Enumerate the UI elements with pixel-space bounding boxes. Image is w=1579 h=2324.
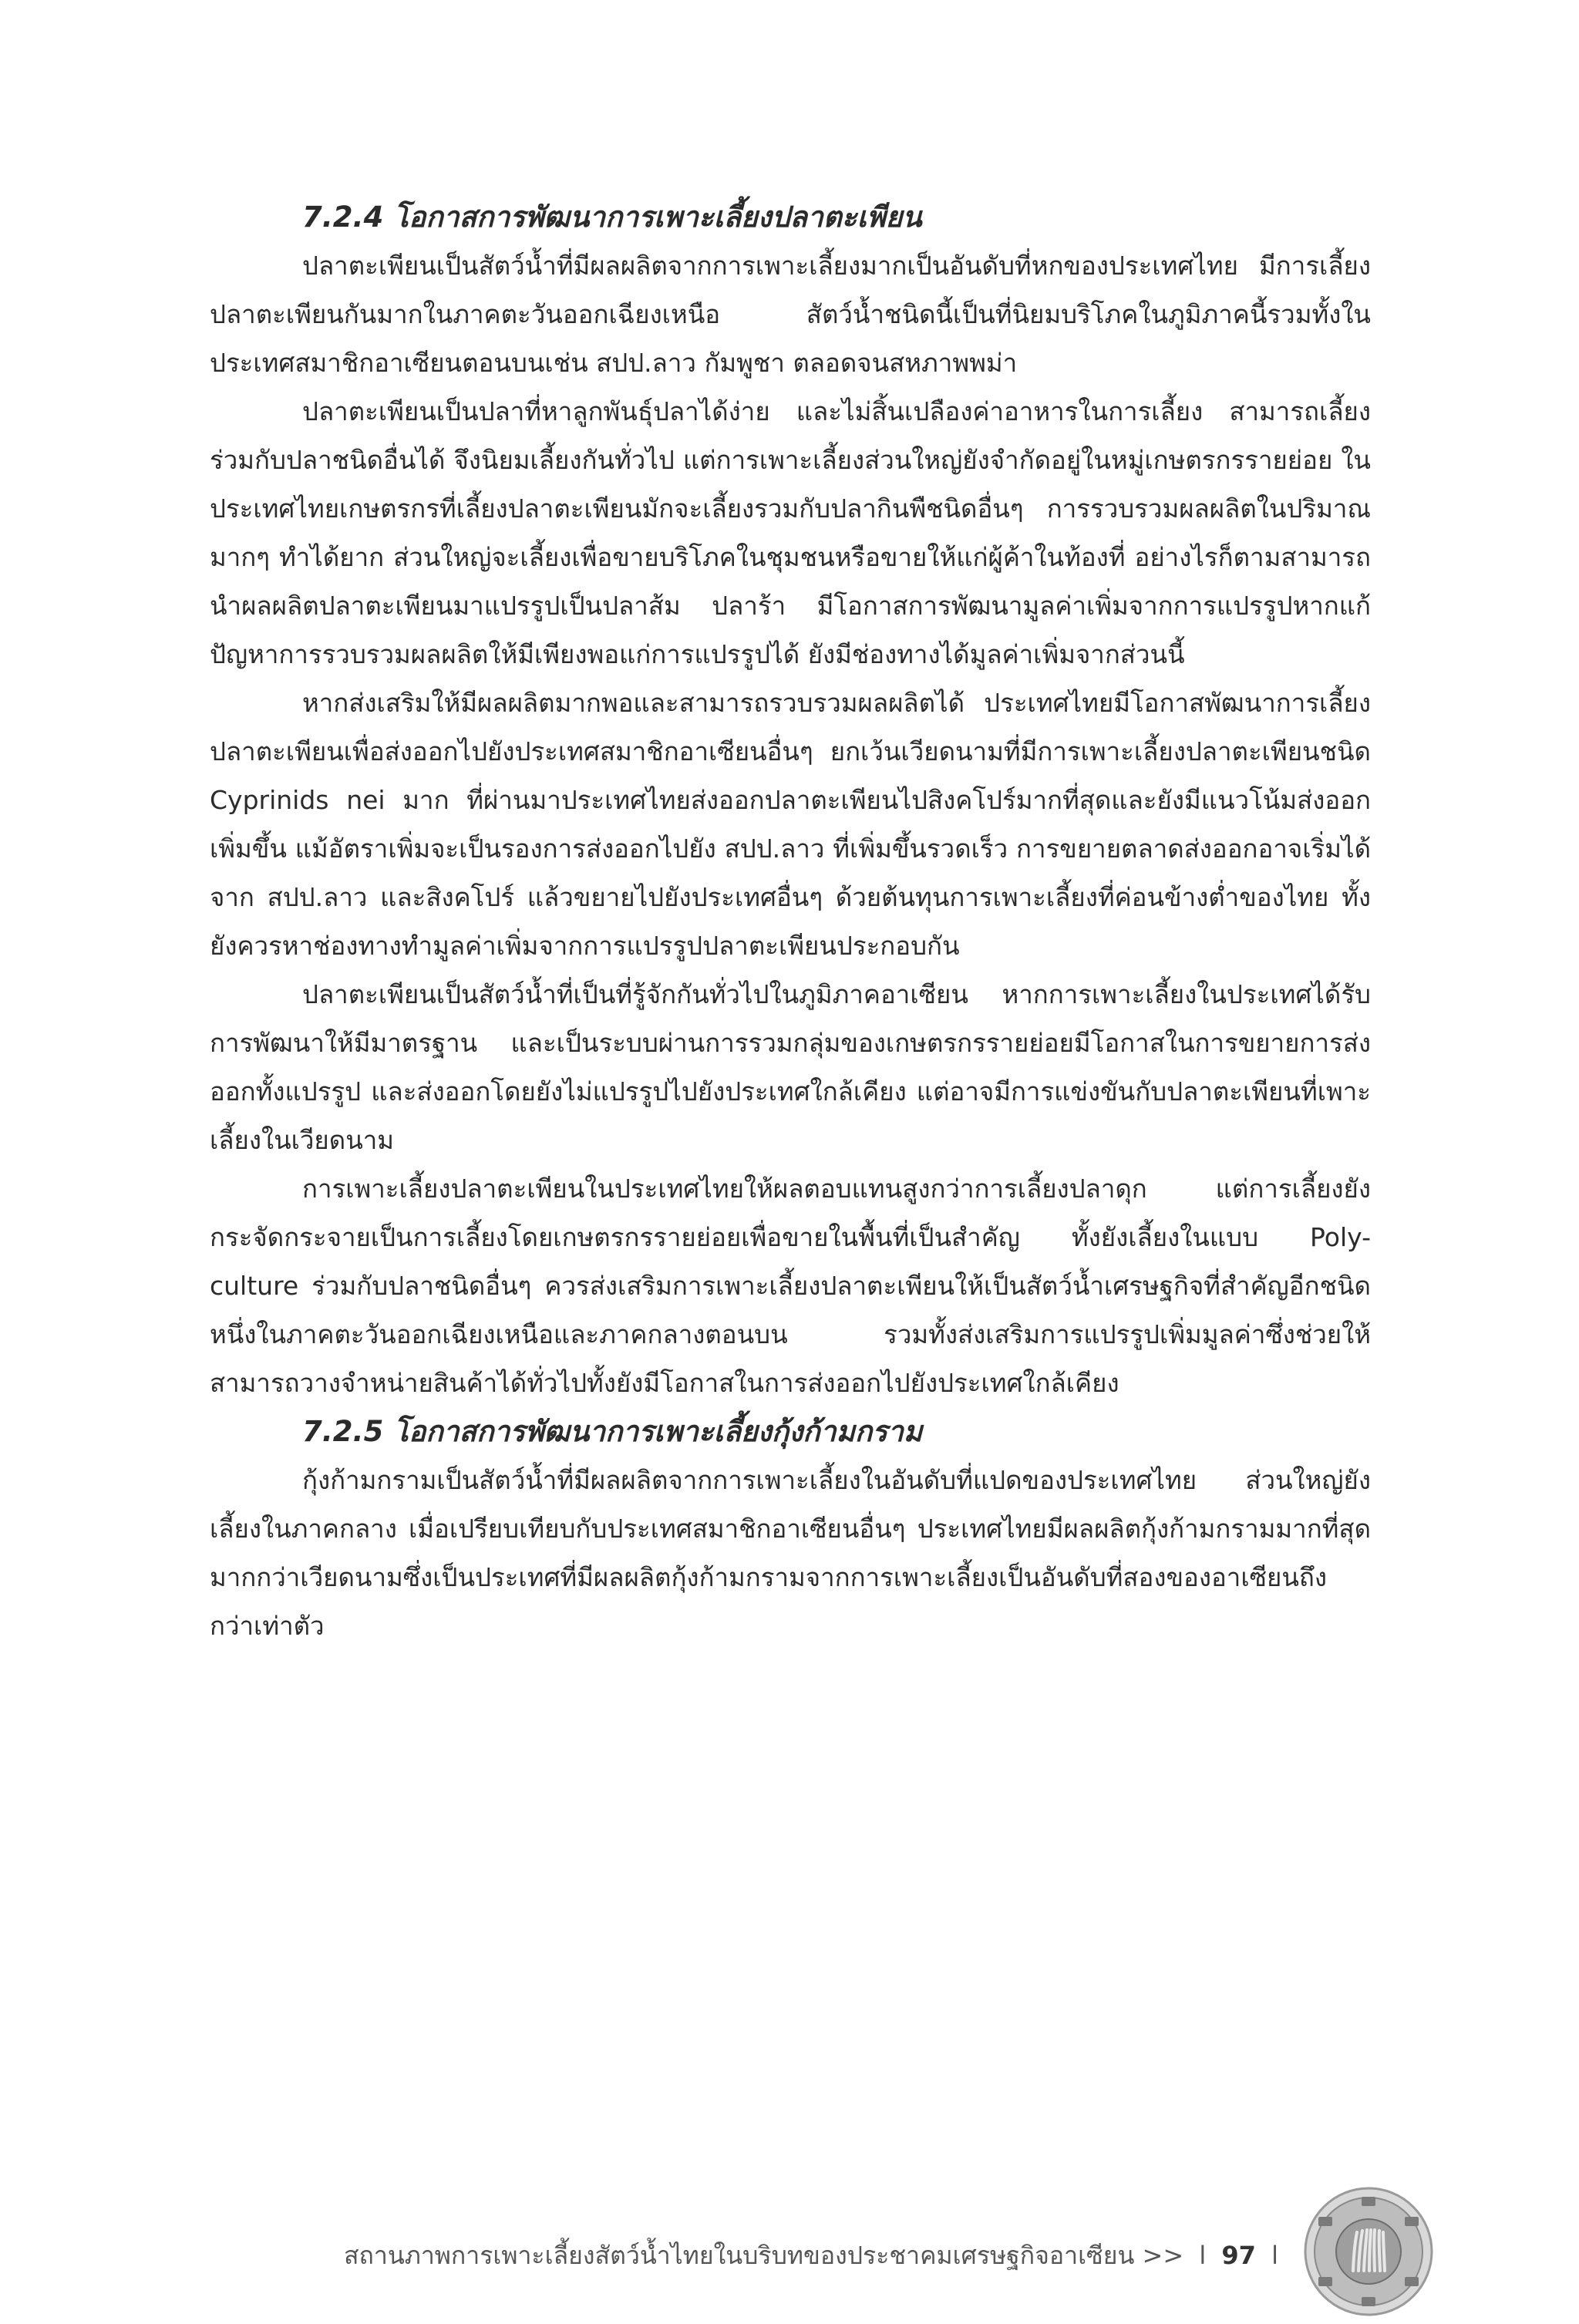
footer-title: สถานภาพการเพาะเลี้ยงสัตว์น้ำไทยในบริบทของประชาคมเศรษฐกิจอาเซียน >> bbox=[343, 2241, 1184, 2270]
asean-emblem-icon bbox=[1303, 2186, 1434, 2317]
section-heading-7-2-4: 7.2.4 โอกาสการพัฒนาการเพาะเลี้ยงปลาตะเพียน bbox=[302, 200, 922, 234]
paragraph: กุ้งก้ามกรามเป็นสัตว์น้ำที่มีผลผลิตจากการเพาะเลี้ยงในอันดับที่แปดของประเทศไทย ส่วนใหญ่ยังเลี้ยงในภาคกลาง เมื่อเปรียบเทียบกับประเทศสมาชิกอาเซียนอื่นๆ ประเทศไทยมีผลผลิตกุ้งก้ามกรามมากที่สุด มากกว่าเวียดนามซึ่งเป็นประเทศที่มีผลผลิตกุ้งก้ามกรามจากการเพาะเลี้ยงเป็นอันดับที่สองของอาเซียนถึงกว่าเท่าตัว bbox=[210, 1465, 1371, 1641]
body-text bbox=[210, 193, 1371, 1650]
page-number: 97 bbox=[1221, 2241, 1256, 2270]
footer-separator: l bbox=[1271, 2241, 1278, 2270]
section-heading-7-2-5: 7.2.5 โอกาสการพัฒนาการเพาะเลี้ยงกุ้งก้ามกราม bbox=[302, 1415, 923, 1448]
page-footer bbox=[344, 2236, 1286, 2275]
footer-separator: l bbox=[1199, 2241, 1207, 2270]
paragraph: ปลาตะเพียนเป็นสัตว์น้ำที่เป็นที่รู้จักกันทั่วไปในภูมิภาคอาเซียน หากการเพาะเลี้ยงในประเทศได้รับการพัฒนาให้มีมาตรฐาน และเป็นระบบผ่านการรวมกลุ่มของเกษตรกรรายย่อยมีโอกาสในการขยายการส่งออกทั้งแปรรูป และส่งออกโดยยังไม่แปรรูปไปยังประเทศใกล้เคียง แต่อาจมีการแข่งขันกับปลาตะเพียนที่เพาะเลี้ยงในเวียดนาม bbox=[210, 979, 1371, 1155]
paragraph: ปลาตะเพียนเป็นปลาที่หาลูกพันธุ์ปลาได้ง่าย และไม่สิ้นเปลืองค่าอาหารในการเลี้ยง สามารถเลี้ยงร่วมกับปลาชนิดอื่นได้ จึงนิยมเลี้ยงกันทั่วไป แต่การเพาะเลี้ยงส่วนใหญ่ยังจำกัดอยู่ในหมู่เกษตรกรรายย่อย ในประเทศไทยเกษตรกรที่เลี้ยงปลาตะเพียนมักจะเลี้ยงรวมกับปลากินพืชนิดอื่นๆ การรวบรวมผลผลิตในปริมาณมากๆ ทำได้ยาก ส่วนใหญ่จะเลี้ยงเพื่อขายบริโภคในชุมชนหรือขายให้แก่ผู้ค้าในท้องที่ อย่างไรก็ตามสามารถนำผลผลิตปลาตะเพียนมาแปรรูปเป็นปลาส้ม ปลาร้า มีโอกาสการพัฒนามูลค่าเพิ่มจากการแปรรูปหากแก้ปัญหาการรวบรวมผลผลิตให้มีเพียงพอแก่การแปรรูปได้ ยังมีช่องทางได้มูลค่าเพิ่มจากส่วนนี้ bbox=[210, 396, 1371, 669]
paragraph: หากส่งเสริมให้มีผลผลิตมากพอและสามารถรวบรวมผลผลิตได้ ประเทศไทยมีโอกาสพัฒนาการเลี้ยงปลาตะเพียนเพื่อส่งออกไปยังประเทศสมาชิกอาเซียนอื่นๆ ยกเว้นเวียดนามที่มีการเพาะเลี้ยงปลาตะเพียนชนิด Cyprinids nei มาก ที่ผ่านมาประเทศไทยส่งออกปลาตะเพียนไปสิงคโปร์มากที่สุดและยังมีแนวโน้มส่งออกเพิ่มขึ้น แม้อัตราเพิ่มจะเป็นรองการส่งออกไปยัง สปป.ลาว ที่เพิ่มขึ้นรวดเร็ว การขยายตลาดส่งออกอาจเริ่มได้จาก สปป.ลาว และสิงคโปร์ แล้วขยายไปยังประเทศอื่นๆ ด้วยต้นทุนการเพาะเลี้ยงที่ค่อนข้างต่ำของไทย ทั้งยังควรหาช่องทางทำมูลค่าเพิ่มจากการแปรรูปปลาตะเพียนประกอบกัน bbox=[210, 688, 1371, 961]
paragraph: การเพาะเลี้ยงปลาตะเพียนในประเทศไทยให้ผลตอบแทนสูงกว่าการเลี้ยงปลาดุก แต่การเลี้ยงยังกระจัดกระจายเป็นการเลี้ยงโดยเกษตรกรรายย่อยเพื่อขายในพื้นที่เป็นสำคัญ ทั้งยังเลี้ยงในแบบ Poly-culture ร่วมกับปลาชนิดอื่นๆ ควรส่งเสริมการเพาะเลี้ยงปลาตะเพียนให้เป็นสัตว์น้ำเศรษฐกิจที่สำคัญอีกชนิดหนึ่งในภาคตะวันออกเฉียงเหนือและภาคกลางตอนบน รวมทั้งส่งเสริมการแปรรูปเพิ่มมูลค่าซึ่งช่วยให้สามารถวางจำหน่ายสินค้าได้ทั่วไปทั้งยังมีโอกาสในการส่งออกไปยังประเทศใกล้เคียง bbox=[210, 1174, 1371, 1398]
paragraph: ปลาตะเพียนเป็นสัตว์น้ำที่มีผลผลิตจากการเพาะเลี้ยงมากเป็นอันดับที่หกของประเทศไทย มีการเลี้ยงปลาตะเพียนกันมากในภาคตะวันออกเฉียงเหนือ สัตว์น้ำชนิดนี้เป็นที่นิยมบริโภคในภูมิภาคนี้รวมทั้งในประเทศสมาชิกอาเซียนตอนบนเช่น สปป.ลาว กัมพูชา ตลอดจนสหภาพพม่า bbox=[210, 251, 1371, 378]
